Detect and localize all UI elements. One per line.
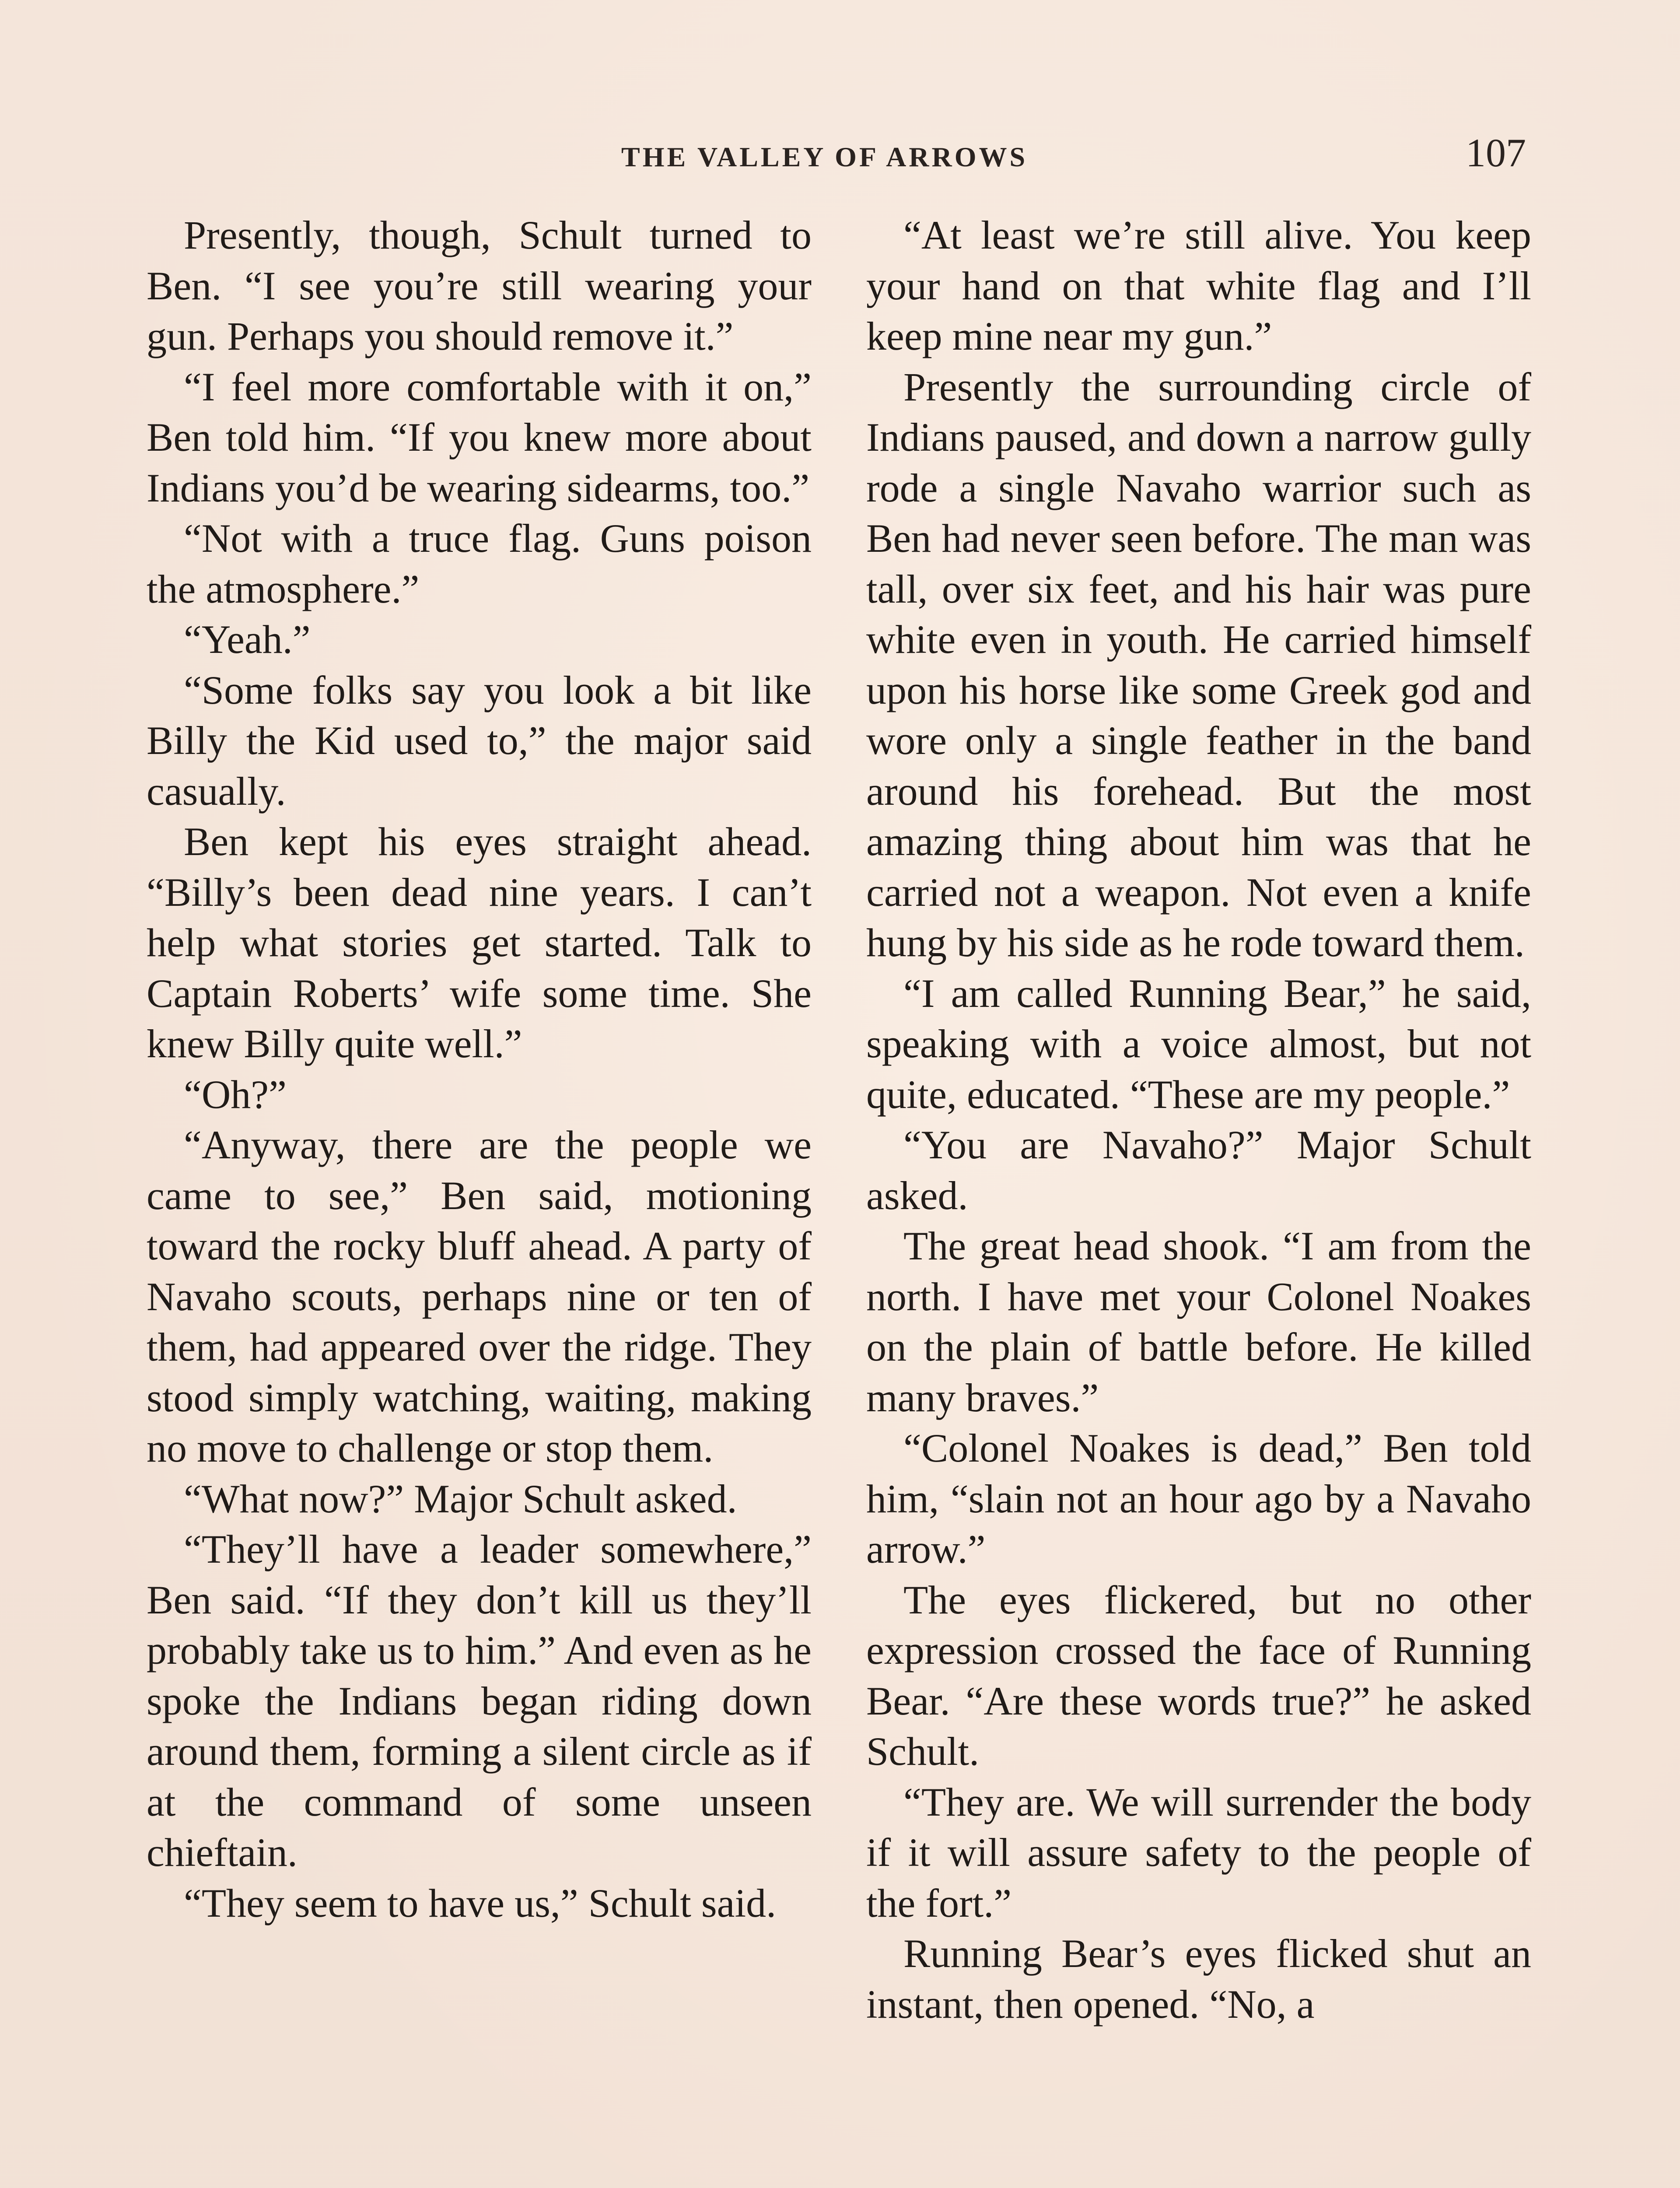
running-head: THE VALLEY OF ARROWS — [621, 141, 1028, 172]
paragraph: “They are. We will surrender the body if it will assure safety to the people of the fort.” — [866, 1779, 1531, 1925]
paragraph: “I feel more comfortable with it on,” Ben told him. “If you knew more about Indians you’d be wearing sidearms, too.” — [147, 364, 812, 510]
right-column — [866, 210, 1531, 2030]
paragraph: “What now?” Major Schult asked. — [184, 1476, 737, 1521]
paragraph: Running Bear’s eyes flicked shut an instant, then opened. “No, a — [866, 1931, 1531, 2027]
paragraph: “Oh?” — [184, 1072, 287, 1117]
paragraph: “They’ll have a leader somewhere,” Ben said. “If they don’t kill us they’ll probably take us to him.” And even as he spoke the Indians began riding down around them, forming a silent circle as if at the command of some unseen chieftain. — [147, 1527, 812, 1875]
paragraph: “At least we’re still alive. You keep your hand on that white flag and I’ll keep mine near my gun.” — [866, 213, 1531, 358]
page-number: 107 — [1466, 130, 1526, 175]
paragraph: “Some folks say you look a bit like Billy the Kid used to,” the major said casually. — [147, 667, 812, 813]
paragraph: “Yeah.” — [184, 617, 311, 662]
paragraph: Presently the surrounding circle of Indians paused, and down a narrow gully rode a single Navaho warrior such as Ben had never seen before. The man was tall, over six feet, and his hair was pure white even in youth. He carried himself upon his horse like some Greek god and wore only a single feather in the band around his forehead. But the most amazing thing about him was that he carried not a weapon. Not even a knife hung by his side as he rode toward them. — [866, 364, 1531, 965]
paragraph: The eyes flickered, but no other expression crossed the face of Running Bear. “Are these words true?” he asked Schult. — [866, 1577, 1531, 1774]
paragraph: Ben kept his eyes straight ahead. “Billy’s been dead nine years. I can’t help what stories get started. Talk to Captain Roberts’ wife some time. She knew Billy quite well.” — [147, 819, 812, 1066]
paragraph: “You are Navaho?” Major Schult asked. — [866, 1122, 1531, 1218]
paragraph: “I am called Running Bear,” he said, speaking with a voice almost, but not quite, educated. “These are my people.” — [866, 971, 1531, 1117]
paragraph: “They seem to have us,” Schult said. — [184, 1880, 777, 1925]
paragraph: “Colonel Noakes is dead,” Ben told him, “slain not an hour ago by a Navaho arrow.” — [866, 1426, 1531, 1571]
paragraph: “Anyway, there are the people we came to see,” Ben said, motioning toward the rocky bluff ahead. A party of Navaho scouts, perhaps nine or ten of them, had appeared over the ridge. They stood simply watching, waiting, making no move to challenge or stop them. — [147, 1122, 812, 1470]
paragraph: Presently, though, Schult turned to Ben. “I see you’re still wearing your gun. Perhaps you should remove it.” — [147, 213, 812, 358]
paragraph: “Not with a truce flag. Guns poison the atmosphere.” — [147, 516, 812, 611]
paragraph: The great head shook. “I am from the north. I have met your Colonel Noakes on the plain of battle before. He killed many braves.” — [866, 1224, 1531, 1420]
left-column — [147, 210, 812, 1929]
